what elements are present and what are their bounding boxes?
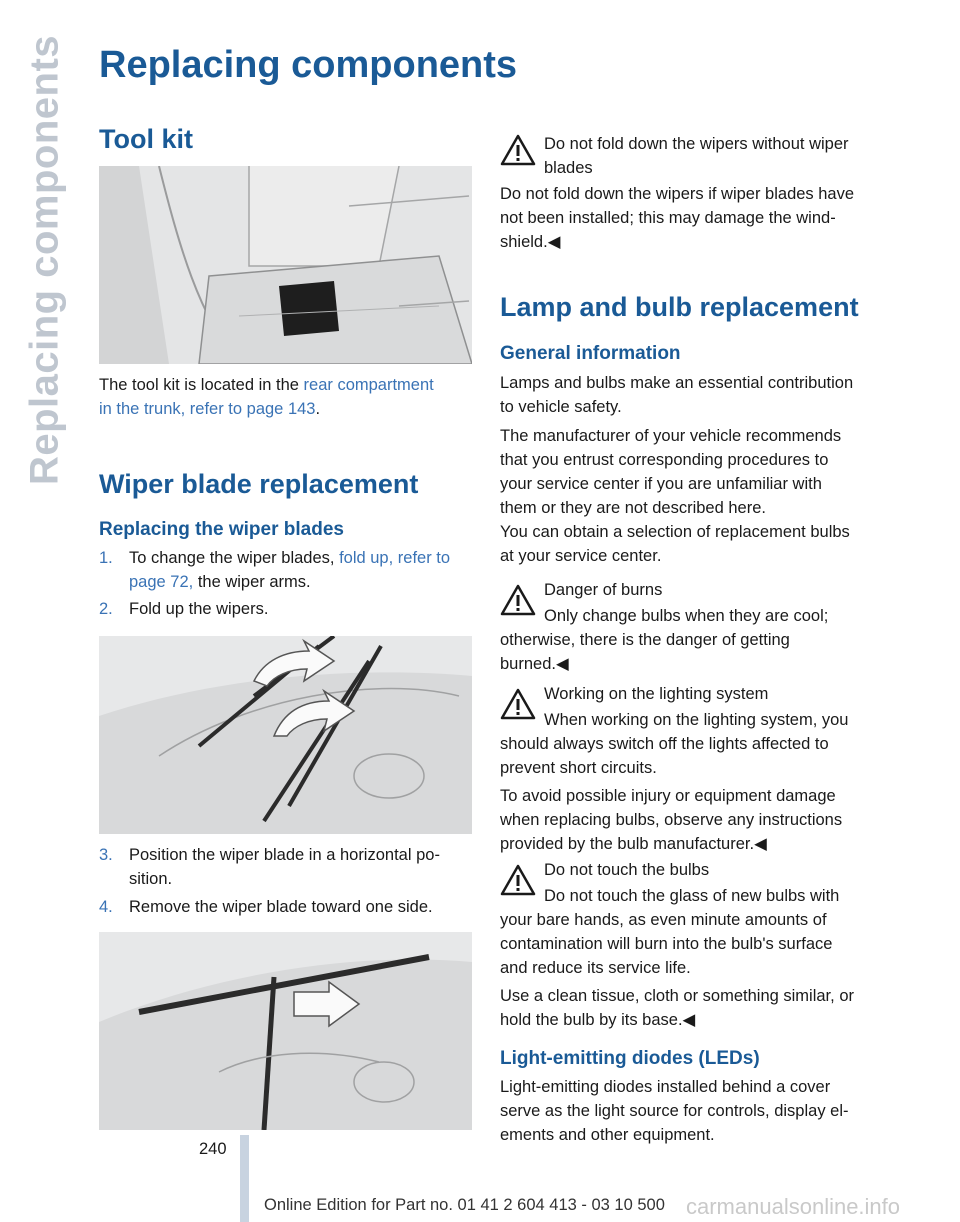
text-line: at your service center. <box>500 547 662 565</box>
warning-body <box>500 908 875 980</box>
warning-body <box>500 984 875 1032</box>
general-info-heading: General information <box>500 343 681 364</box>
step-number: 4. <box>99 898 113 916</box>
page-72-link[interactable]: page 72, <box>129 573 194 591</box>
watermark-text: carmanualsonline.info <box>686 1194 901 1219</box>
text-line: Do not touch the glass of new bulbs with <box>544 887 840 905</box>
general-paragraph-1 <box>500 371 875 419</box>
lamp-heading: Lamp and bulb replacement <box>500 292 859 322</box>
text-line: provided by the bulb manufacturer.◀ <box>500 835 767 853</box>
page-number: 240 <box>199 1140 227 1158</box>
led-paragraph <box>500 1075 875 1147</box>
text-line: your service center if you are unfamiliar with <box>500 475 822 493</box>
general-paragraph-3 <box>500 520 875 568</box>
text-line: shield.◀ <box>500 233 561 251</box>
text-line: Do not fold down the wipers if wiper blades have <box>500 185 855 203</box>
text-line: that you entrust corresponding procedures to <box>500 451 829 469</box>
general-paragraph-2 <box>500 424 875 520</box>
list-item <box>99 546 472 594</box>
warning-title: Do not touch the bulbs <box>544 861 710 879</box>
list-item <box>99 895 472 919</box>
text-line: To avoid possible injury or equipment damage <box>500 787 836 805</box>
wiper-heading: Wiper blade replacement <box>99 469 419 499</box>
side-section-tab <box>20 34 70 486</box>
warning-body <box>500 628 875 676</box>
warning-triangle-icon <box>500 134 536 166</box>
led-heading: Light-emitting diodes (LEDs) <box>500 1048 760 1069</box>
text-line: them or they are not described here. <box>500 499 766 517</box>
warning-title-line: Do not fold down the wipers without wiper <box>544 135 849 153</box>
text-line: burned.◀ <box>500 655 569 673</box>
fold-up-link[interactable]: fold up, refer to <box>339 549 451 567</box>
text-line: ements and other equipment. <box>500 1126 715 1144</box>
edition-text: Online Edition for Part no. 01 41 2 604 413 - 03 10 500 <box>264 1196 665 1214</box>
tool-kit-paragraph <box>99 373 472 421</box>
text-line: should always switch off the lights affected to <box>500 735 829 753</box>
text-line: when replacing bulbs, observe any instructions <box>500 811 843 829</box>
text-line: You can obtain a selection of replacement bulbs <box>500 523 850 541</box>
text-line: serve as the light source for controls, display el- <box>500 1102 849 1120</box>
step-text: Remove the wiper blade toward one side. <box>129 898 433 916</box>
step-number: 3. <box>99 846 113 864</box>
warning-body <box>500 182 875 254</box>
text-line: otherwise, there is the danger of getting <box>500 631 790 649</box>
text-line: The manufacturer of your vehicle recommends <box>500 427 842 445</box>
warning-triangle-icon <box>500 864 536 896</box>
trunk-page-link[interactable]: in the trunk, refer to page 143 <box>99 400 316 418</box>
step-text-part: the wiper arms. <box>193 573 311 591</box>
step-text: Fold up the wipers. <box>129 600 269 618</box>
rear-compartment-link[interactable]: rear compartment <box>303 376 434 394</box>
tool-kit-text-end: . <box>315 400 321 418</box>
text-line: to vehicle safety. <box>500 398 622 416</box>
warning-title-line: blades <box>544 159 593 177</box>
step-text-part: Position the wiper blade in a horizontal po- <box>129 846 440 864</box>
step-text-part: sition. <box>129 870 173 888</box>
step-number: 2. <box>99 600 113 618</box>
text-line: When working on the lighting system, you <box>544 711 849 729</box>
warning-title: Danger of burns <box>544 581 663 599</box>
text-line: Lamps and bulbs make an essential contribution <box>500 374 854 392</box>
warning-body <box>500 732 875 780</box>
text-line: and reduce its service life. <box>500 959 691 977</box>
text-line: prevent short circuits. <box>500 759 657 777</box>
step-text <box>129 843 472 891</box>
tool-kit-text: The tool kit is located in the <box>99 376 304 394</box>
warning-body <box>500 784 875 856</box>
warning-triangle-icon <box>500 688 536 720</box>
list-item <box>99 843 472 891</box>
step-number: 1. <box>99 549 113 567</box>
side-section-tab-label: Replacing components <box>22 34 67 486</box>
tool-kit-heading: Tool kit <box>99 124 193 154</box>
text-line: Only change bulbs when they are cool; <box>544 607 829 625</box>
text-line: hold the bulb by its base.◀ <box>500 1011 696 1029</box>
wiper-subheading: Replacing the wiper blades <box>99 519 344 540</box>
text-line: contamination will burn into the bulb's surface <box>500 935 833 953</box>
warning-title <box>544 132 875 180</box>
list-item <box>99 597 472 621</box>
footer-divider <box>240 1135 249 1222</box>
warning-title: Working on the lighting system <box>544 685 769 703</box>
wiper-remove-image <box>99 932 472 1130</box>
warning-triangle-icon <box>500 584 536 616</box>
text-line: not been installed; this may damage the wind- <box>500 209 836 227</box>
text-line: Light-emitting diodes installed behind a cover <box>500 1078 831 1096</box>
text-line: your bare hands, as even minute amounts of <box>500 911 827 929</box>
step-text <box>129 546 472 594</box>
wiper-fold-image <box>99 636 472 834</box>
text-line: Use a clean tissue, cloth or something similar, or <box>500 987 854 1005</box>
step-text-part: To change the wiper blades, <box>129 549 340 567</box>
page-title: Replacing components <box>99 44 518 86</box>
tool-kit-image <box>99 166 472 364</box>
